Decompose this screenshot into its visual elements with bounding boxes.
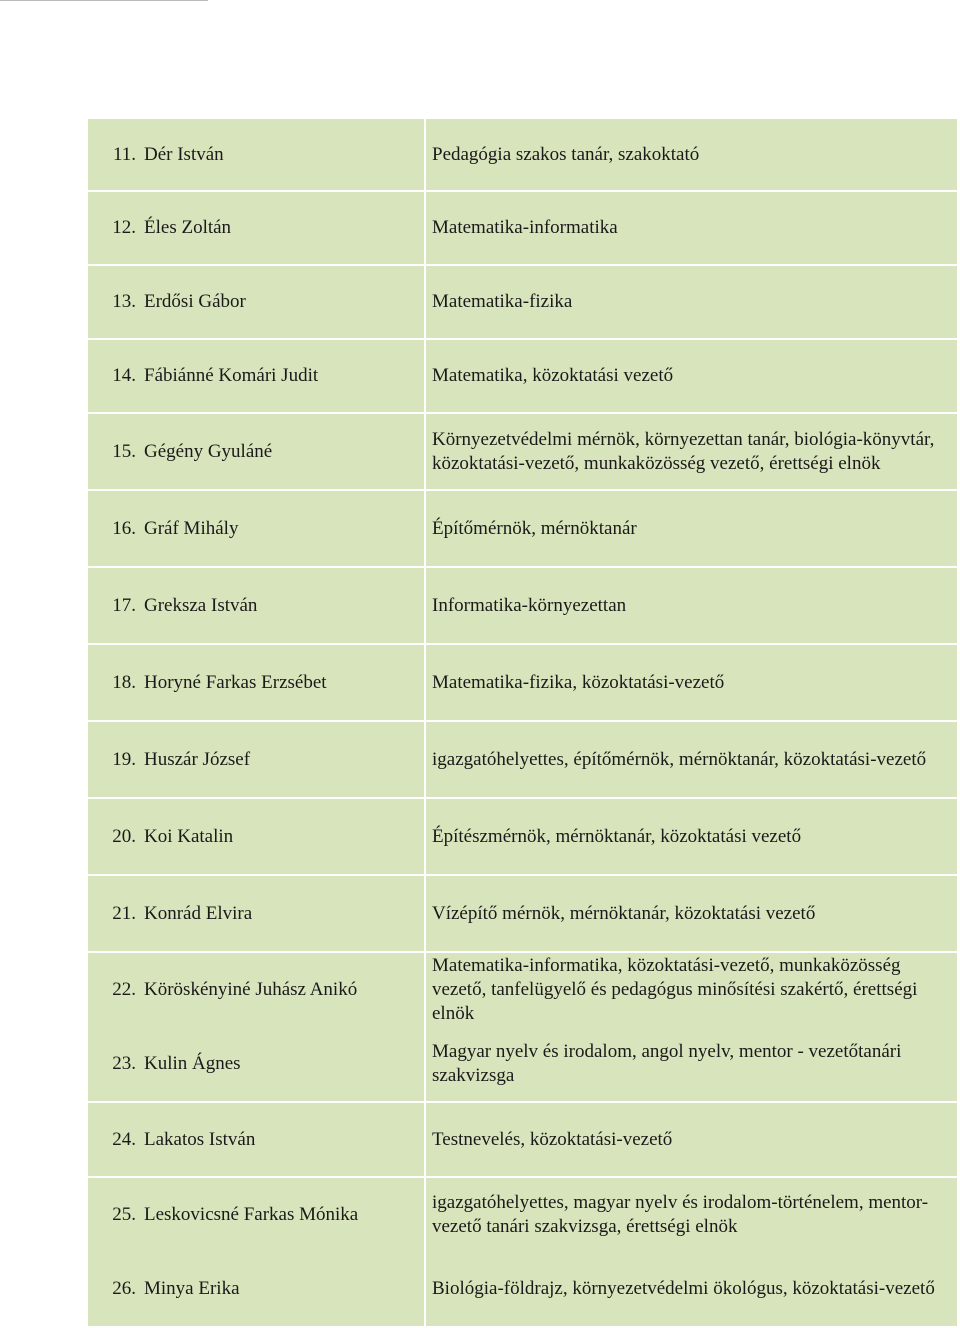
- table-row: [87, 118, 958, 191]
- staff-name: Huszár József: [138, 721, 425, 798]
- staff-qualification: Matematika-informatika: [425, 191, 958, 265]
- row-number: 23.: [112, 1053, 136, 1074]
- staff-name-pair: [138, 952, 425, 1102]
- staff-name-pair: [138, 1177, 425, 1327]
- row-number: 15.: [87, 413, 138, 490]
- row-number: 24.: [87, 1102, 138, 1177]
- staff-name: Horyné Farkas Erzsébet: [138, 644, 425, 721]
- row-number: 18.: [87, 644, 138, 721]
- staff-qualification: Informatika-környezettan: [425, 567, 958, 644]
- table-row-merged: [87, 952, 958, 1102]
- staff-name: Erdősi Gábor: [138, 265, 425, 339]
- row-number: 11.: [87, 118, 138, 191]
- table-row: [87, 798, 958, 875]
- row-number: 12.: [87, 191, 138, 265]
- staff-qualification-pair: [425, 952, 958, 1102]
- staff-qualification: Matematika-fizika, közoktatási-vezető: [425, 644, 958, 721]
- staff-name: Minya Erika: [144, 1278, 240, 1299]
- table-row: [87, 490, 958, 567]
- staff-name: Lakatos István: [138, 1102, 425, 1177]
- staff-qualification: Építőmérnök, mérnöktanár: [425, 490, 958, 567]
- row-number: 26.: [112, 1278, 136, 1299]
- staff-qualification: Biológia-földrajz, környezetvédelmi ökológus, közoktatási-vezető: [432, 1278, 935, 1299]
- row-number: 21.: [87, 875, 138, 952]
- staff-name: Dér István: [138, 118, 425, 191]
- row-number-pair: [87, 1177, 138, 1327]
- table-row: [87, 875, 958, 952]
- staff-qualification: Pedagógia szakos tanár, szakoktató: [425, 118, 958, 191]
- row-number: 14.: [87, 339, 138, 413]
- staff-name: Leskovicsné Farkas Mónika: [144, 1204, 359, 1225]
- top-rule: [0, 0, 208, 1]
- staff-qualification: Környezetvédelmi mérnök, környezettan tanár, biológia-könyvtár, közoktatási-vezető, munkaközösség vezető, érettségi elnök: [425, 413, 958, 490]
- staff-qualification: Magyar nyelv és irodalom, angol nyelv, mentor - vezetőtanári szakvizsga: [432, 1041, 902, 1086]
- row-number: 19.: [87, 721, 138, 798]
- table-row: [87, 191, 958, 265]
- row-number: 20.: [87, 798, 138, 875]
- table-row: [87, 1102, 958, 1177]
- table-row: [87, 265, 958, 339]
- staff-qualification: Matematika-fizika: [425, 265, 958, 339]
- row-number: 16.: [87, 490, 138, 567]
- row-number: 25.: [112, 1204, 136, 1225]
- table-row: [87, 567, 958, 644]
- table-row: [87, 339, 958, 413]
- staff-name: Fábiánné Komári Judit: [138, 339, 425, 413]
- table-row-merged: [87, 1177, 958, 1327]
- staff-name: Kulin Ágnes: [144, 1053, 241, 1074]
- staff-name: Köröskényiné Juhász Anikó: [144, 979, 358, 1000]
- staff-name: Gráf Mihály: [138, 490, 425, 567]
- row-number: 22.: [112, 979, 136, 1000]
- staff-name: Éles Zoltán: [138, 191, 425, 265]
- staff-qualification: Vízépítő mérnök, mérnöktanár, közoktatási vezető: [425, 875, 958, 952]
- row-number: 13.: [87, 265, 138, 339]
- staff-table: [86, 117, 959, 1328]
- staff-qualification: igazgatóhelyettes, építőmérnök, mérnöktanár, közoktatási-vezető: [425, 721, 958, 798]
- staff-name: Greksza István: [138, 567, 425, 644]
- table-row: [87, 413, 958, 490]
- table-row: [87, 721, 958, 798]
- staff-qualification: igazgatóhelyettes, magyar nyelv és irodalom-történelem, mentor-vezető tanári szakvizsga, érettségi elnök: [432, 1192, 929, 1237]
- staff-name: Konrád Elvira: [138, 875, 425, 952]
- staff-name: Gégény Gyuláné: [138, 413, 425, 490]
- staff-qualification: Matematika-informatika, közoktatási-vezető, munkaközösség vezető, tanfelügyelő és pedagógus minősítési szakértő, érettségi elnök: [432, 955, 918, 1024]
- row-number-pair: [87, 952, 138, 1102]
- staff-qualification-pair: [425, 1177, 958, 1327]
- row-number: 17.: [87, 567, 138, 644]
- staff-qualification: Testnevelés, közoktatási-vezető: [425, 1102, 958, 1177]
- staff-name: Koi Katalin: [138, 798, 425, 875]
- table-row: [87, 644, 958, 721]
- staff-qualification: Matematika, közoktatási vezető: [425, 339, 958, 413]
- staff-qualification: Építészmérnök, mérnöktanár, közoktatási vezető: [425, 798, 958, 875]
